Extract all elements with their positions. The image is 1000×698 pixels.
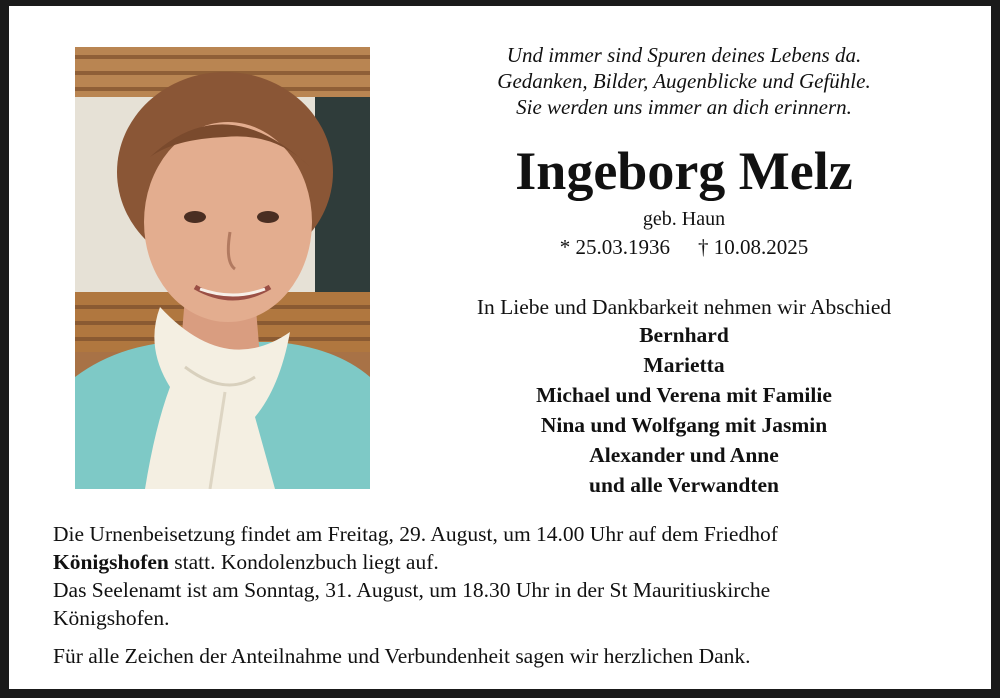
burial-line [53,548,983,576]
verse-line: Sie werden uns immer an dich erinnern. [516,95,852,119]
life-dates [419,234,949,260]
cemetery-place: Königshofen [53,550,169,574]
mourners-list [419,320,949,500]
death-date: † 10.08.2025 [698,235,809,259]
verse-line: Und immer sind Spuren deines Lebens da. [506,43,862,67]
burial-line-rest: statt. Kondolenzbuch liegt auf. [168,550,439,574]
mourner-name: Bernhard [639,323,729,347]
maiden-name: geb. Haun [642,208,726,230]
mourner-name: Nina und Wolfgang mit Jasmin [540,413,828,437]
mourner-name: Marietta [643,353,725,377]
portrait-photo [75,47,370,489]
memorial-verse [419,42,949,120]
burial-info [53,520,983,632]
thanks-line: Für alle Zeichen der Anteilnahme und Verbundenheit sagen wir herzlichen Dank. [53,644,751,668]
verse-line: Gedanken, Bilder, Augenblicke und Gefühle. [497,69,871,93]
mourner-name: und alle Verwandten [589,473,779,497]
mass-line: Das Seelenamt ist am Sonntag, 31. August, um 18.30 Uhr in der St Mauritiuskirche [53,578,771,602]
mourner-name: Michael und Verena mit Familie [536,383,832,407]
burial-line: Die Urnenbeisetzung findet am Freitag, 29. August, um 14.00 Uhr auf dem Friedhof [53,522,778,546]
deceased-name: Ingeborg Melz [515,141,853,201]
birth-date: * 25.03.1936 [559,235,670,259]
portrait-photo-icon [75,47,370,489]
mourner-name: Alexander und Anne [589,443,779,467]
farewell-line: In Liebe und Dankbarkeit nehmen wir Abschied [476,295,892,319]
mass-line: Königshofen. [53,606,170,630]
